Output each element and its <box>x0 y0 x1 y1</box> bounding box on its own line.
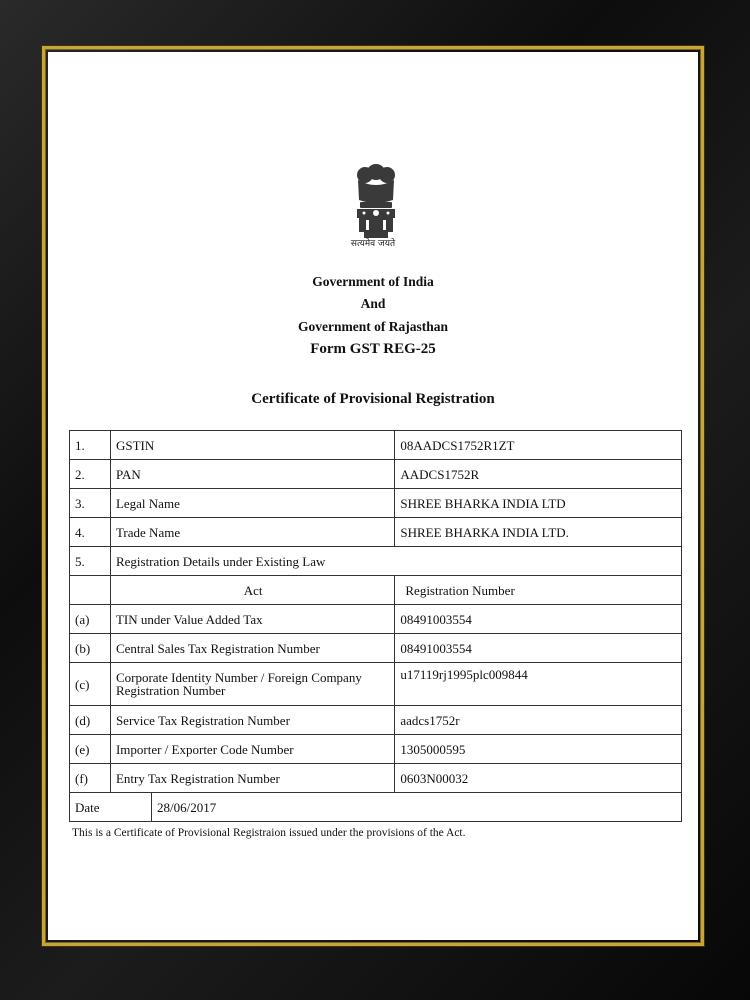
table-row <box>70 431 682 460</box>
row-label: GSTIN <box>110 431 394 460</box>
row-label: PAN <box>110 460 394 489</box>
heading-government-of-india: Government of India <box>312 274 434 289</box>
row-registration-number: 08491003554 <box>395 605 682 634</box>
row-registration-number: u17119rj1995plc009844 <box>395 663 682 706</box>
row-act: Corporate Identity Number / Foreign Company Registration Number <box>110 663 394 706</box>
row-registration-number: 0603N00032 <box>395 764 682 793</box>
row-label: Trade Name <box>110 518 394 547</box>
table-row <box>70 663 682 706</box>
row-act: Entry Tax Registration Number <box>110 764 394 793</box>
certificate-paper <box>48 52 698 940</box>
date-row <box>70 793 682 822</box>
heading-government-of-rajasthan: Government of Rajasthan <box>298 319 448 334</box>
row-value: 08AADCS1752R1ZT <box>395 431 682 460</box>
empty-cell <box>70 576 111 605</box>
row-key: (c) <box>70 663 111 706</box>
row-act: Service Tax Registration Number <box>110 706 394 735</box>
row-value: AADCS1752R <box>395 460 682 489</box>
row-act: Central Sales Tax Registration Number <box>110 634 394 663</box>
table-row <box>70 547 682 576</box>
footer-note: This is a Certificate of Provisional Registraion issued under the provisions of the Act. <box>72 827 466 839</box>
table-row <box>70 460 682 489</box>
row-value: SHREE BHARKA INDIA LTD <box>395 489 682 518</box>
column-header-registration-number: Registration Number <box>395 576 682 605</box>
row-act: Importer / Exporter Code Number <box>110 735 394 764</box>
form-number: Form GST REG-25 <box>310 341 436 357</box>
row-registration-number: aadcs1752r <box>395 706 682 735</box>
date-label: Date <box>70 793 152 821</box>
table-row <box>70 764 682 793</box>
date-cell <box>70 793 682 822</box>
table-row <box>70 518 682 547</box>
heading-and: And <box>360 296 386 311</box>
row-key: (e) <box>70 735 111 764</box>
row-label: Legal Name <box>110 489 394 518</box>
row-key: (b) <box>70 634 111 663</box>
row-key: (d) <box>70 706 111 735</box>
table-row <box>70 735 682 764</box>
row-number: 2. <box>70 460 111 489</box>
table-row <box>70 634 682 663</box>
row-number: 5. <box>70 547 111 576</box>
table-row <box>70 489 682 518</box>
row-label: Registration Details under Existing Law <box>110 547 681 576</box>
column-header-act: Act <box>110 576 394 605</box>
row-number: 1. <box>70 431 111 460</box>
row-number: 4. <box>70 518 111 547</box>
table-row <box>70 706 682 735</box>
row-key: (a) <box>70 605 111 634</box>
registration-table <box>69 430 682 822</box>
table-row <box>70 605 682 634</box>
row-value: SHREE BHARKA INDIA LTD. <box>395 518 682 547</box>
date-value: 28/06/2017 <box>157 799 217 815</box>
certificate-title: Certificate of Provisional Registration <box>251 391 495 407</box>
emblem-motto: सत्यमेव जयते <box>350 239 396 249</box>
table-header-row <box>70 576 682 605</box>
row-registration-number: 08491003554 <box>395 634 682 663</box>
row-registration-number: 1305000595 <box>395 735 682 764</box>
row-act: TIN under Value Added Tax <box>110 605 394 634</box>
row-key: (f) <box>70 764 111 793</box>
row-number: 3. <box>70 489 111 518</box>
